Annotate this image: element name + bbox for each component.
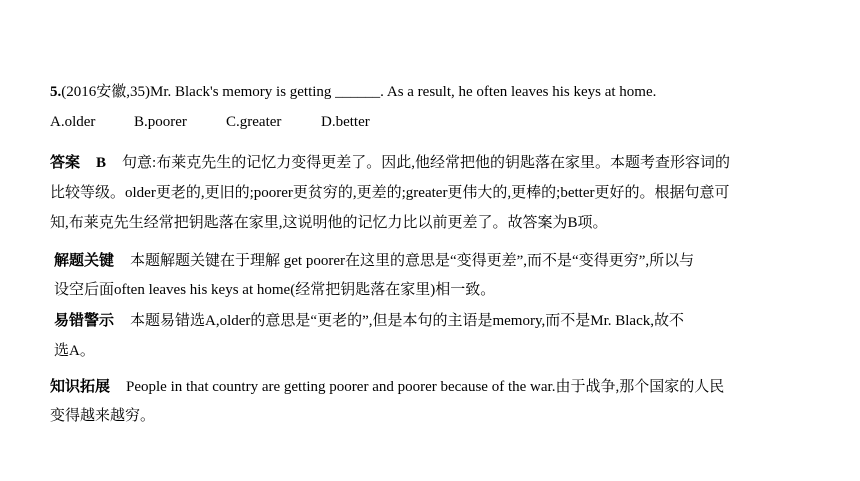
key-point-line-2 (54, 280, 495, 300)
answer-line-1 (50, 153, 730, 173)
key-point-line-1 (54, 251, 694, 271)
question-stem-line (50, 82, 656, 102)
extension-line-2 (50, 406, 155, 426)
key-point-label: 解题关键 (54, 253, 115, 269)
answer-text-2: 比较等级。older更老的,更旧的;poorer更贫穷的,更差的;greater更伟大的,更棒的;better更好的。根据句意可 (50, 185, 730, 201)
question-options (50, 112, 370, 132)
answer-line-3 (50, 213, 608, 233)
warning-text-1: 本题易错选A,older的意思是“更老的”,但是本句的主语是memory,而不是Mr. Black,故不 (130, 313, 684, 329)
question-source: (2016安徽,35) (61, 84, 150, 100)
warning-line-1 (54, 311, 684, 331)
answer-text-3: 知,布莱克先生经常把钥匙落在家里,这说明他的记忆力比以前更差了。故答案为B项。 (50, 215, 608, 231)
extension-text-2: 变得越来越穷。 (50, 408, 156, 424)
answer-text-1: 句意:布莱克先生的记忆力变得更差了。因此,他经常把他的钥匙落在家里。本题考查形容词的 (122, 155, 730, 171)
answer-label: 答案 (50, 155, 81, 171)
option-b: B.poorer (134, 114, 187, 130)
option-c: C.greater (226, 114, 282, 130)
answer-letter: B (96, 155, 107, 171)
extension-text-1: People in that country are getting poorer and poorer because of the war.由于战争,那个国家的人民 (126, 379, 725, 395)
key-point-text-2: 设空后面often leaves his keys at home(经常把钥匙落在家里)相一致。 (54, 282, 496, 298)
warning-text-2: 选A。 (54, 343, 95, 359)
option-d: D.better (321, 114, 370, 130)
extension-label: 知识拓展 (50, 379, 111, 395)
option-a: A.older (50, 114, 96, 130)
warning-label: 易错警示 (54, 313, 115, 329)
answer-line-2 (50, 183, 730, 203)
extension-line-1 (50, 377, 724, 397)
key-point-text-1: 本题解题关键在于理解 get poorer在这里的意思是“变得更差”,而不是“变得更穷”,所以与 (130, 253, 695, 269)
warning-line-2 (54, 341, 95, 361)
question-stem: Mr. Black's memory is getting ______. As a result, he often leaves his keys at home. (150, 84, 657, 100)
question-number: 5. (50, 84, 62, 100)
